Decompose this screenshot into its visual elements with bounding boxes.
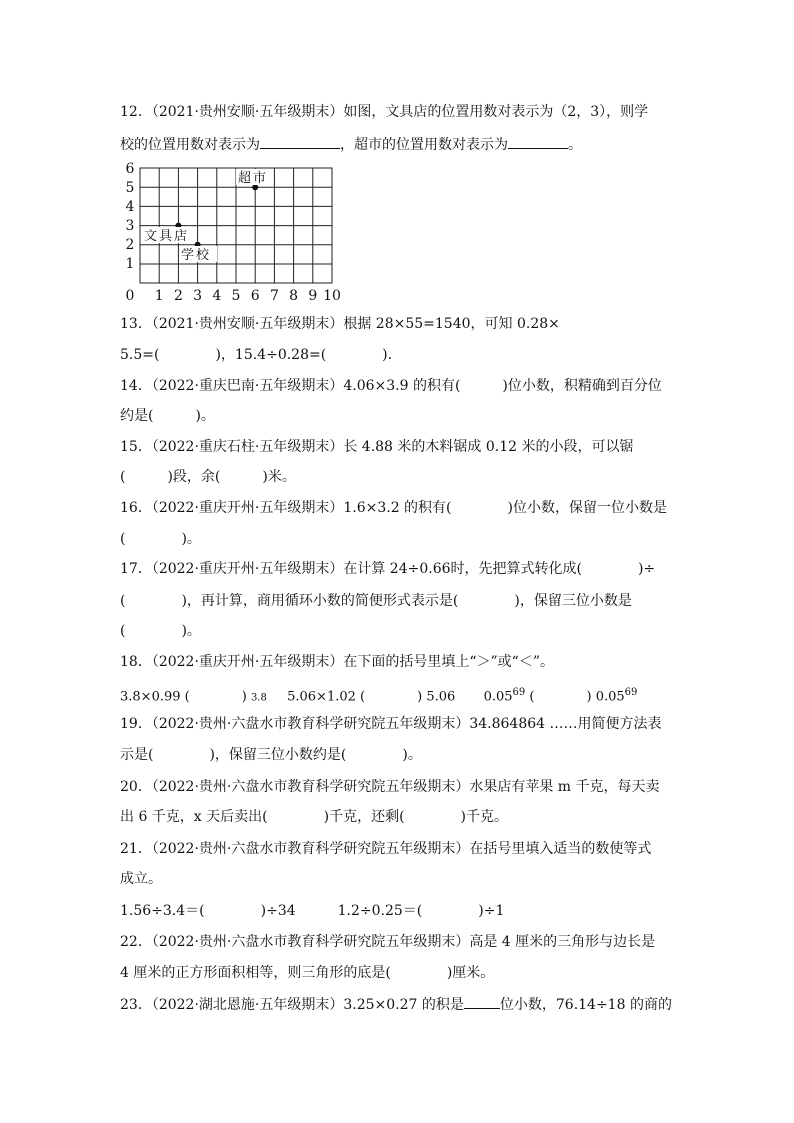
q21-line2: 成立。 [120, 871, 162, 887]
x-label: 9 [308, 288, 318, 303]
y-label: 6 [125, 161, 135, 177]
q12-text-b: ，超市的位置用数对表示为 [340, 137, 508, 153]
q22-line1: 22．（2022·贵州·六盘水市教育科学研究院五年级期末）高是 4 厘米的三角形与边长是 [120, 934, 656, 950]
q15-line1: 15．（2022·重庆石柱·五年级期末）长 4.88 米的木料锯成 0.12 米的小段，可以锯 [120, 439, 634, 455]
coordinate-grid [118, 158, 348, 303]
q12-line1: 12．（2021·贵州安顺·五年级期末）如图，文具店的位置用数对表示为（2，3），则学 [120, 104, 649, 120]
q18-expr3-rhs-repeat: 69 [624, 687, 638, 698]
q21-line1: 21．（2022·贵州·六盘水市教育科学研究院五年级期末）在括号里填入适当的数使等式 [120, 841, 652, 857]
q18-expr3-rhs: 0.05 [595, 689, 625, 705]
q17-line1: 17．（2022·重庆开州·五年级期末）在计算 24÷0.66时，先把算式转化成( )÷ [120, 561, 656, 577]
q18-line2 [120, 683, 637, 708]
x-label: 7 [269, 288, 279, 303]
q23-text-a: 23．（2022·湖北恩施·五年级期末）3.25×0.27 的积是 [120, 997, 464, 1013]
school-label: 学校 [181, 248, 212, 263]
q15-line2: ( )段，余( )米。 [120, 469, 296, 485]
q17-line3: ( )。 [120, 623, 201, 639]
q18-expr2: 5.06×1.02 ( ) [287, 689, 423, 705]
y-label: 1 [125, 256, 135, 272]
x-label: 0 [125, 288, 135, 303]
x-label: 10 [323, 288, 341, 303]
q16-line2: ( )。 [120, 531, 201, 547]
q23-text-b: 位小数，76.14÷18 的商的 [499, 997, 672, 1013]
q12-blank-supermarket[interactable] [508, 134, 568, 149]
x-label: 4 [212, 288, 222, 303]
q12-blank-school[interactable] [260, 134, 340, 149]
q18-expr3-repeat: 69 [512, 687, 526, 698]
q12-text-a: 校的位置用数对表示为 [120, 137, 260, 153]
q19-line2: 示是( )，保留三位小数约是( )。 [120, 747, 422, 763]
x-label: 3 [193, 288, 203, 303]
q21-line3: 1.56÷3.4＝( )÷34 1.2÷0.25＝( )÷1 [120, 903, 505, 919]
supermarket-label: 超市 [238, 171, 269, 186]
y-label: 3 [125, 218, 135, 234]
q13-line1: 13．（2021·贵州安顺·五年级期末）根据 28×55=1540，可知 0.28× [120, 316, 560, 332]
q18-line1: 18．（2022·重庆开州·五年级期末）在下面的括号里填上“＞”或“＜”。 [120, 654, 554, 670]
q12-line2 [120, 134, 582, 155]
q20-line1: 20．（2022·贵州·六盘水市教育科学研究院五年级期末）水果店有苹果 m 千克，每天卖 [120, 779, 660, 795]
stationery-label: 文具店 [144, 229, 190, 244]
x-label: 6 [250, 288, 260, 303]
q19-line1: 19．（2022·贵州·六盘水市教育科学研究院五年级期末）34.864864 ……用简便方法表 [120, 716, 662, 732]
q22-line2: 4 厘米的正方形面积相等，则三角形的底是( )厘米。 [120, 965, 495, 981]
y-label: 4 [125, 199, 135, 215]
q18-expr1-rhs: 3.8 [250, 692, 267, 704]
q12-text-c: 。 [568, 137, 582, 153]
y-label: 2 [125, 237, 135, 253]
q20-line2: 出 6 千克，x 天后卖出( )千克，还剩( )千克。 [120, 809, 508, 825]
x-label: 1 [154, 288, 164, 303]
q17-line2: ( )，再计算，商用循环小数的简便形式表示是( )，保留三位小数是 [120, 593, 632, 609]
y-label: 5 [125, 180, 135, 196]
q18-expr3: 0.05 [483, 689, 513, 705]
q23-line1 [120, 994, 672, 1015]
q18-expr1: 3.8×0.99 ( ) [120, 689, 247, 705]
q18-expr3-blank: ( ) [529, 689, 592, 705]
q23-blank[interactable] [464, 994, 500, 1009]
q16-line1: 16．（2022·重庆开州·五年级期末）1.6×3.2 的积有( )位小数，保留一位小数是 [120, 500, 667, 516]
x-label: 2 [173, 288, 183, 303]
q14-line1: 14．（2022·重庆巴南·五年级期末）4.06×3.9 的积有( )位小数，积精确到百分位 [120, 378, 662, 394]
x-label: 5 [231, 288, 241, 303]
q14-line2: 约是( )。 [120, 408, 215, 424]
q13-line2: 5.5=( )，15.4÷0.28=( ). [120, 347, 393, 363]
q18-expr2-rhs: 5.06 [426, 689, 456, 705]
x-label: 8 [289, 288, 299, 303]
